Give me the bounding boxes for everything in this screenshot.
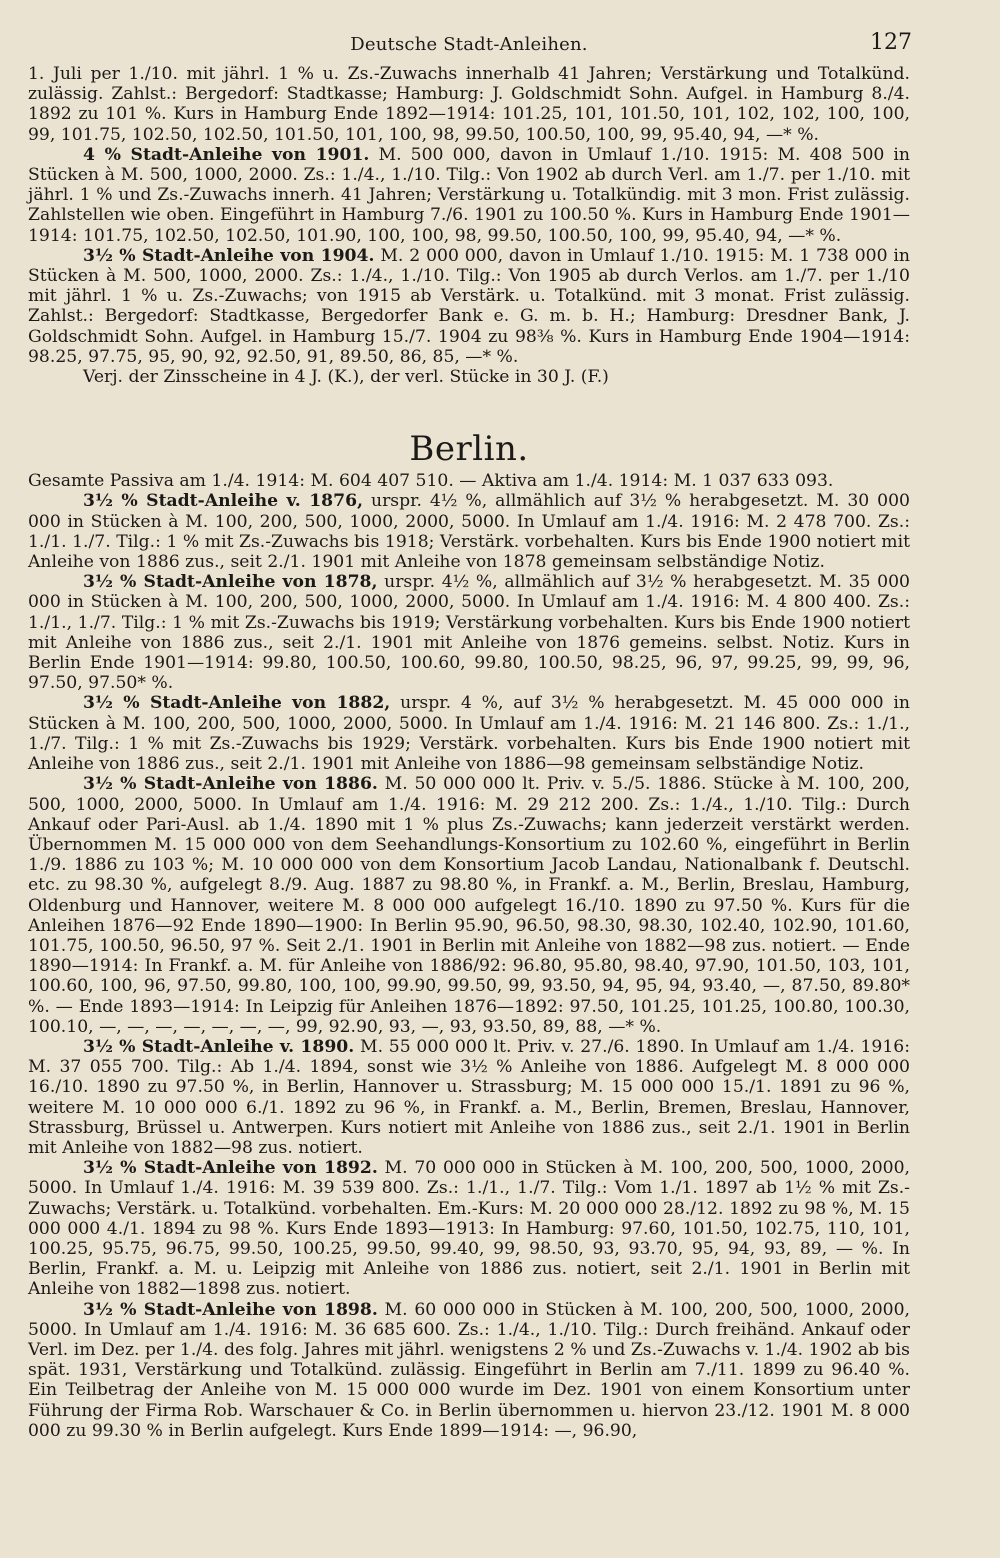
section-heading-berlin: Berlin. (409, 429, 529, 470)
berlin-summary (28, 471, 910, 491)
loan-title: 3½ % Stadt-Anleihe von 1886. (83, 774, 378, 795)
paragraph-text: M. 70 000 000 in Stücken à M. 100, 200, 500, 1000, 2000, 5000. In Umlauf 1./4. 1916: M. 39 539 800. Zs.: 1./1., 1./7. Tilg.: Vom 1./1. 1897 ab 1½ % mit Zs.-Zuwachs; Verstärk. u. Totalkünd. vorbehalten. Em.-Kurs: M. 20 000 000 28./12. 1892 zu 98 %, M. 15 000 000 4./1. 1894 zu 98 %. Kurs Ende 1893—1913: In Hamburg: 97.60, 101.50, 102.75, 110, 101, 100.25, 95.75, 96.75, 99.50, 100.25, 99.50, 99.40, 99, 98.50, 93, 93.70, 95, 94, 93, 89, — %. In Berlin, Frankf. a. M. u. Leipzig mit Anleihe von 1886 zus. notiert, seit 2./1. 1901 in Berlin mit Anleihe von 1882—1898 zus. notiert. (28, 1158, 910, 1300)
paragraph-loan-1882 (28, 693, 910, 774)
paragraph-loan-1898 (28, 1300, 910, 1441)
loan-title: 3½ % Stadt-Anleihe von 1898. (83, 1299, 378, 1320)
loan-title: 3½ % Stadt-Anleihe von 1878, (83, 572, 378, 593)
paragraph-text: urspr. 4½ %, allmählich auf 3½ % herabgesetzt. M. 35 000 000 in Stücken à M. 100, 200, 500, 1000, 2000, 5000. In Umlauf am 1./4. 1916: M. 4 800 400. Zs.: 1./1., 1./7. Tilg.: 1 % mit Zs.-Zuwachs bis 1919; Verstärkung vorbehalten. Kurs bis Ende 1900 notiert mit Anleihe von 1886 zus., seit 2./1. 1901 mit Anleihe von 1876 gemeins. selbst. Notiz. Kurs in Berlin Ende 1901—1914: 99.80, 100.50, 100.60, 99.80, 100.50, 98.25, 96, 97, 99.25, 99, 99, 96, 97.50, 97.50* %. (28, 572, 910, 694)
paragraph-text: urspr. 4½ %, allmählich auf 3½ % herabgesetzt. M. 30 000 000 in Stücken à M. 100, 200, 500, 1000, 2000, 5000. In Umlauf am 1./4. 1916: M. 2 478 700. Zs.: 1./1. 1./7. Tilg.: 1 % mit Zs.-Zuwachs bis 1918; Verstärk. vorbehalten. Kurs bis Ende 1900 notiert mit Anleihe von 1886 zus., seit 2./1. 1901 mit Anleihe von 1878 gemeinsam selbständige Notiz. (28, 491, 910, 573)
paragraph-verjaehrung (28, 367, 910, 387)
paragraph-loan-1886 (28, 774, 910, 1037)
page-number: 127 (870, 30, 912, 55)
running-header (28, 30, 910, 64)
paragraph-loan-1876 (28, 491, 910, 572)
loan-title: 3½ % Stadt-Anleihe von 1904. (83, 245, 375, 266)
loan-title: 4 % Stadt-Anleihe von 1901. (83, 144, 370, 165)
paragraph-text: 1. Juli per 1./10. mit jährl. 1 % u. Zs.-Zuwachs innerhalb 41 Jahren; Verstärkung und Totalkünd. zulässig. Zahlst.: Bergedorf: Stadtkasse; Hamburg: J. Goldschmidt Sohn. Aufgel. in Hamburg 8./4. 1892 zu 101 %. Kurs in Hamburg Ende 1892—1914: 101.25, 101, 101.50, 101, 102, 102, 100, 100, 99, 101.75, 102.50, 102.50, 101.50, 101, 100, 98, 99.50, 100.50, 100, 99, 95.40, 94, —* %. (28, 64, 910, 145)
paragraph-text: M. 50 000 000 lt. Priv. v. 5./5. 1886. Stücke à M. 100, 200, 500, 1000, 2000, 5000. In Umlauf am 1./4. 1916: M. 29 212 200. Zs.: 1./4., 1./10. Tilg.: Durch Ankauf oder Pari-Ausl. ab 1./4. 1890 mit 1 % plus Zs.-Zuwachs; kann jederzeit verstärkt werden. Übernommen M. 15 000 000 von dem Seehandlungs-Konsortium zu 102.60 %, eingeführt in Berlin 1./9. 1886 zu 103 %; M. 10 000 000 von dem Konsortium Jacob Landau, Nationalbank f. Deutschl. etc. zu 98.30 %, aufgelegt 8./9. Aug. 1887 zu 98.80 %, in Frankf. a. M., Berlin, Breslau, Hamburg, Oldenburg und Hannover, weitere M. 8 000 000 aufgelegt 16./10. 1890 zu 97.50 %. Kurs für die Anleihen 1876—92 Ende 1890—1900: In Berlin 95.90, 96.50, 98.30, 98.30, 102.40, 102.90, 101.60, 101.75, 100.50, 96.50, 97 %. Seit 2./1. 1901 in Berlin mit Anleihe von 1882—98 zus. notiert. — Ende 1890—1914: In Frankf. a. M. für Anleihe von 1886/92: 96.80, 95.80, 98.40, 97.90, 101.50, 103, 101, 100.60, 100, 96, 97.50, 99.80, 100, 100, 99.90, 99.50, 99, 93.50, 94, 95, 94, 93.40, —, 87.50, 89.80* %. — Ende 1893—1914: In Leipzig für Anleihen 1876—1892: 97.50, 101.25, 101.25, 100.80, 100.30, 100.10, —, —, —, —, —, —, —, 99, 92.90, 93, —, 93, 93.50, 89, 88, —* %. (28, 774, 911, 1037)
paragraph-text: M. 500 000, davon in Umlauf 1./10. 1915: M. 408 500 in Stücken à M. 500, 1000, 2000. Zs.: 1./4., 1./10. Tilg.: Von 1902 ab durch Verl. am 1./7. per 1./10. mit jährl. 1 % und Zs.-Zuwachs innerh. 41 Jahren; Verstärkung u. Totalkündig. mit 3 mon. Frist zulässig. Zahlstellen wie oben. Eingeführt in Hamburg 7./6. 1901 zu 100.50 %. Kurs in Hamburg Ende 1901—1914: 101.75, 102.50, 102.50, 101.90, 100, 100, 98, 99.50, 100.50, 100, 99, 95.40, 94, —* %. (28, 144, 910, 246)
paragraph-text: urspr. 4 %, auf 3½ % herabgesetzt. M. 45 000 000 in Stücken à M. 100, 200, 500, 1000, 2000, 5000. In Umlauf am 1./4. 1916: M. 21 146 800. Zs.: 1./1., 1./7. Tilg.: 1 % mit Zs.-Zuwachs bis 1929; Verstärk. vorbehalten. Kurs bis Ende 1900 notiert mit Anleihe von 1886 zus., seit 2./1. 1901 mit Anleihe von 1886—98 gemeinsam selbständige Notiz. (28, 693, 910, 775)
loan-title: 3½ % Stadt-Anleihe von 1882, (83, 693, 391, 714)
paragraph-text: M. 2 000 000, davon in Umlauf 1./10. 1915: M. 1 738 000 in Stücken à M. 500, 1000, 2000. Zs.: 1./4., 1./10. Tilg.: Von 1905 ab durch Verlos. am 1./7. per 1./10 mit jährl. 1 % u. Zs.-Zuwachs; von 1915 ab Verstärk. u. Totalkünd. mit 3 monat. Frist zulässig. Zahlst.: Bergedorf: Stadtkasse, Bergedorfer Bank e. G. m. b. H.; Hamburg: Dresdner Bank, J. Goldschmidt Sohn. Aufgel. in Hamburg 15./7. 1904 zu 98⅜ %. Kurs in Hamburg Ende 1904—1914: 98.25, 97.75, 95, 90, 92, 92.50, 91, 89.50, 86, 85, —* %. (28, 245, 910, 367)
paragraph-text: M. 55 000 000 lt. Priv. v. 27./6. 1890. In Umlauf am 1./4. 1916: M. 37 055 700. Tilg.: Ab 1./4. 1894, sonst wie 3½ % Anleihe von 1886. Aufgelegt M. 8 000 000 16./10. 1890 zu 97.50 %, in Berlin, Hannover u. Strassburg; M. 15 000 000 15./1. 1891 zu 96 %, weitere M. 10 000 000 6./1. 1892 zu 96 %, in Frankf. a. M., Berlin, Bremen, Breslau, Hannover, Strassburg, Brüssel u. Antwerpen. Kurs notiert mit Anleihe von 1886 zus., seit 2./1. 1901 in Berlin mit Anleihe von 1882—98 zus. notiert. (28, 1036, 910, 1158)
paragraph-loan-1878 (28, 572, 910, 693)
paragraph-text: Verj. der Zinsscheine in 4 J. (K.), der verl. Stücke in 30 J. (F.) (83, 367, 609, 388)
paragraph-loan-1890 (28, 1037, 910, 1158)
loan-title: 3½ % Stadt-Anleihe von 1892. (83, 1158, 378, 1179)
loan-title: 3½ % Stadt-Anleihe v. 1876, (83, 491, 364, 512)
paragraph-loan-1892 (28, 1158, 910, 1299)
paragraph-text: Gesamte Passiva am 1./4. 1914: M. 604 407 510. — Aktiva am 1./4. 1914: M. 1 037 633 093. (28, 471, 834, 492)
running-title: Deutsche Stadt-Anleihen. (350, 34, 588, 55)
paragraph-loan-1904 (28, 246, 910, 367)
paragraph-continuation (28, 64, 910, 145)
paragraph-text: M. 60 000 000 in Stücken à M. 100, 200, 500, 1000, 2000, 5000. In Umlauf am 1./4. 1916: M. 36 685 600. Zs.: 1./4., 1./10. Tilg.: Durch freihänd. Ankauf oder Verl. im Dez. per 1./4. des folg. Jahres mit jährl. wenigstens 2 % und Zs.-Zuwachs v. 1./4. 1902 ab bis spät. 1931, Verstärkung und Totalkünd. zulässig. Eingeführt in Berlin am 7./11. 1899 zu 96.40 %. Ein Teilbetrag der Anleihe von M. 15 000 000 wurde im Dez. 1901 von einem Konsortium unter Führung der Firma Rob. Warschauer & Co. in Berlin übernommen u. hiervon 23./12. 1901 M. 8 000 000 zu 99.30 % in Berlin aufgelegt. Kurs Ende 1899—1914: —, 96.90, (28, 1299, 910, 1441)
loan-title: 3½ % Stadt-Anleihe v. 1890. (83, 1036, 355, 1057)
paragraph-loan-1901 (28, 145, 910, 246)
